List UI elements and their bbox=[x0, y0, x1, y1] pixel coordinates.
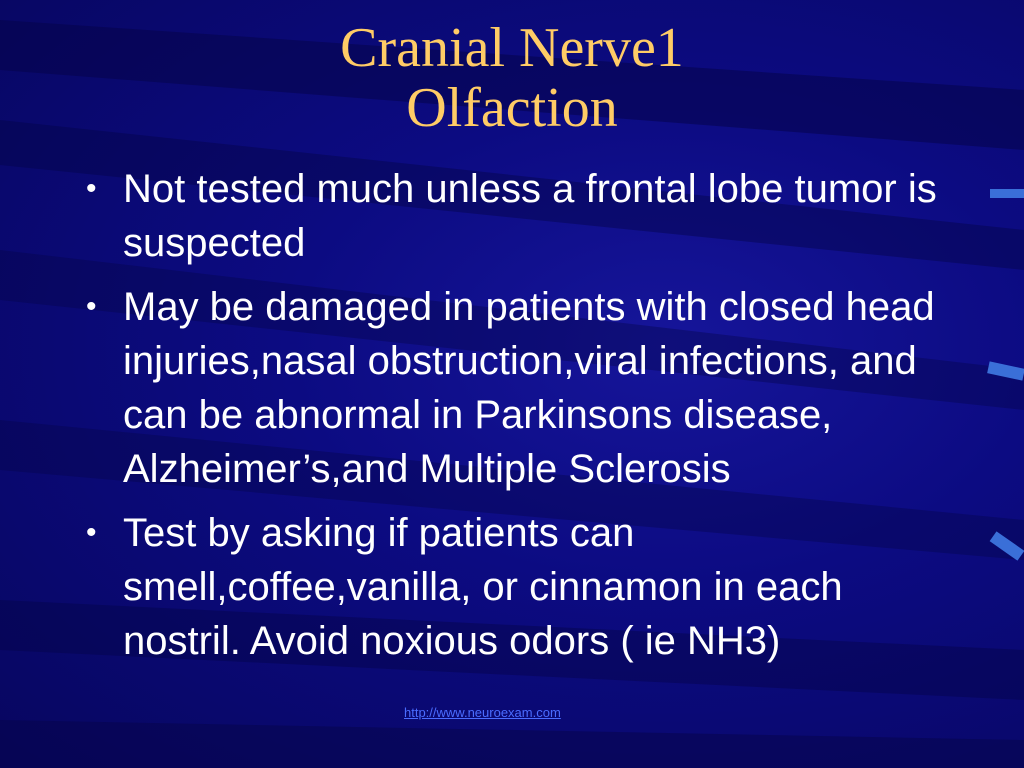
slide-title bbox=[0, 18, 1024, 138]
bullet-item bbox=[86, 162, 966, 270]
bullet-item bbox=[86, 506, 966, 668]
bullet-list bbox=[86, 162, 966, 678]
bullet-item bbox=[86, 280, 966, 496]
title-line-1: Cranial Nerve1 bbox=[340, 17, 684, 79]
title-line-2: Olfaction bbox=[406, 77, 618, 139]
bullet-text: May be damaged in patients with closed head injuries,nasal obstruction,viral infections, and can be abnormal in Parkinsons disease, Alzheimer’s,and Multiple Sclerosis bbox=[123, 285, 935, 491]
bullet-icon: • bbox=[86, 172, 97, 205]
bullet-text: Not tested much unless a frontal lobe tumor is suspected bbox=[123, 167, 937, 265]
bullet-icon: • bbox=[86, 290, 97, 323]
source-link[interactable]: http://www.neuroexam.com bbox=[404, 705, 561, 720]
bullet-icon: • bbox=[86, 516, 97, 549]
bullet-text: Test by asking if patients can smell,coffee,vanilla, or cinnamon in each nostril. Avoid noxious odors ( ie NH3) bbox=[123, 511, 843, 663]
